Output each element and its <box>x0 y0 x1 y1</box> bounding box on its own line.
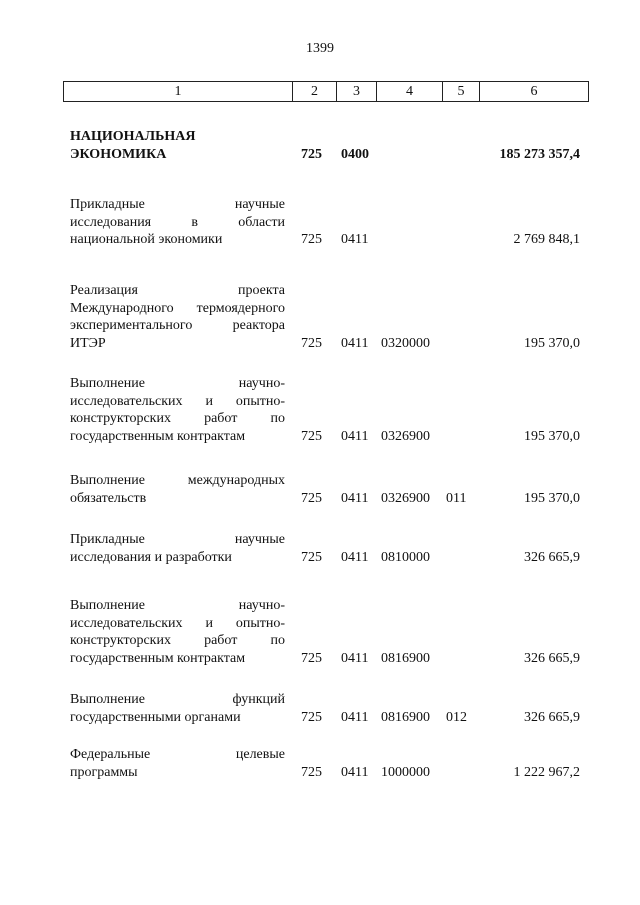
section-code: 0411 <box>341 232 369 247</box>
description-line: Прикладные научные <box>70 197 285 212</box>
column-header-2: 2 <box>293 82 337 101</box>
description-line: Выполнение международных <box>70 473 285 488</box>
section-code: 0411 <box>341 709 369 725</box>
description-line: Реализация проекта <box>70 283 285 298</box>
description-line: государственным контрактам <box>70 650 246 666</box>
row-description <box>70 472 285 507</box>
description-line: ЭКОНОМИКА <box>70 146 167 162</box>
section-code: 0411 <box>341 428 369 444</box>
description-line: конструкторских работ по <box>70 633 285 648</box>
description-line: экспериментального реактора <box>70 318 285 333</box>
description-line: Выполнение научно- <box>70 598 285 613</box>
description-line: НАЦИОНАЛЬНАЯ <box>70 129 196 144</box>
ministry-code: 725 <box>301 490 322 506</box>
row-description <box>70 128 285 163</box>
amount: 195 370,0 <box>524 428 580 444</box>
expense-type-code: 011 <box>446 490 467 506</box>
row-description <box>70 531 285 566</box>
ministry-code: 725 <box>301 549 322 565</box>
section-code: 0400 <box>341 146 369 162</box>
target-article-code: 0326900 <box>381 428 430 444</box>
description-line: исследовательских и опытно- <box>70 615 285 631</box>
row-description <box>70 196 285 249</box>
target-article-code: 0320000 <box>381 335 430 351</box>
description-line: ИТЭР <box>70 335 106 351</box>
amount: 326 665,9 <box>524 709 580 725</box>
ministry-code: 725 <box>301 335 322 351</box>
ministry-code: 725 <box>301 764 322 780</box>
expense-type-code: 012 <box>446 709 467 725</box>
row-description <box>70 746 285 781</box>
description-line: исследования и разработки <box>70 549 232 565</box>
amount: 185 273 357,4 <box>499 146 580 162</box>
column-header-3: 3 <box>337 82 377 101</box>
target-article-code: 1000000 <box>381 764 430 780</box>
section-code: 0411 <box>341 764 369 780</box>
section-code: 0411 <box>341 650 369 666</box>
row-description <box>70 375 285 445</box>
row-description <box>70 597 285 667</box>
column-header-row <box>63 81 589 102</box>
target-article-code: 0816900 <box>381 650 430 666</box>
ministry-code: 725 <box>301 428 322 444</box>
description-line: Федеральные целевые <box>70 747 285 762</box>
section-code: 0411 <box>341 335 369 351</box>
description-line: государственными органами <box>70 709 241 725</box>
description-line: конструкторских работ по <box>70 411 285 426</box>
amount: 195 370,0 <box>524 335 580 351</box>
target-article-code: 0810000 <box>381 549 430 565</box>
row-description <box>70 691 285 726</box>
amount: 195 370,0 <box>524 490 580 506</box>
description-line: Прикладные научные <box>70 532 285 547</box>
ministry-code: 725 <box>301 650 322 666</box>
column-header-5: 5 <box>443 82 480 101</box>
description-line: обязательств <box>70 490 147 506</box>
column-header-6: 6 <box>530 84 538 99</box>
column-header-1: 1 <box>64 82 293 101</box>
section-code: 0411 <box>341 549 369 565</box>
ministry-code: 725 <box>301 232 322 247</box>
description-line: программы <box>70 764 138 780</box>
amount: 326 665,9 <box>524 650 580 666</box>
description-line: национальной экономики <box>70 232 223 247</box>
page-number: 1399 <box>306 41 334 56</box>
description-line: исследования в области <box>70 214 285 230</box>
target-article-code: 0816900 <box>381 709 430 725</box>
amount: 326 665,9 <box>524 549 580 565</box>
amount: 1 222 967,2 <box>513 764 580 780</box>
description-line: государственным контрактам <box>70 428 246 444</box>
description-line: исследовательских и опытно- <box>70 393 285 409</box>
description-line: Международного термоядерного <box>70 300 285 316</box>
ministry-code: 725 <box>301 709 322 725</box>
ministry-code: 725 <box>301 146 322 162</box>
row-description <box>70 282 285 352</box>
column-header-4: 4 <box>377 82 443 101</box>
target-article-code: 0326900 <box>381 490 430 506</box>
amount: 2 769 848,1 <box>513 232 580 247</box>
description-line: Выполнение функций <box>70 692 285 707</box>
description-line: Выполнение научно- <box>70 376 285 391</box>
section-code: 0411 <box>341 490 369 506</box>
